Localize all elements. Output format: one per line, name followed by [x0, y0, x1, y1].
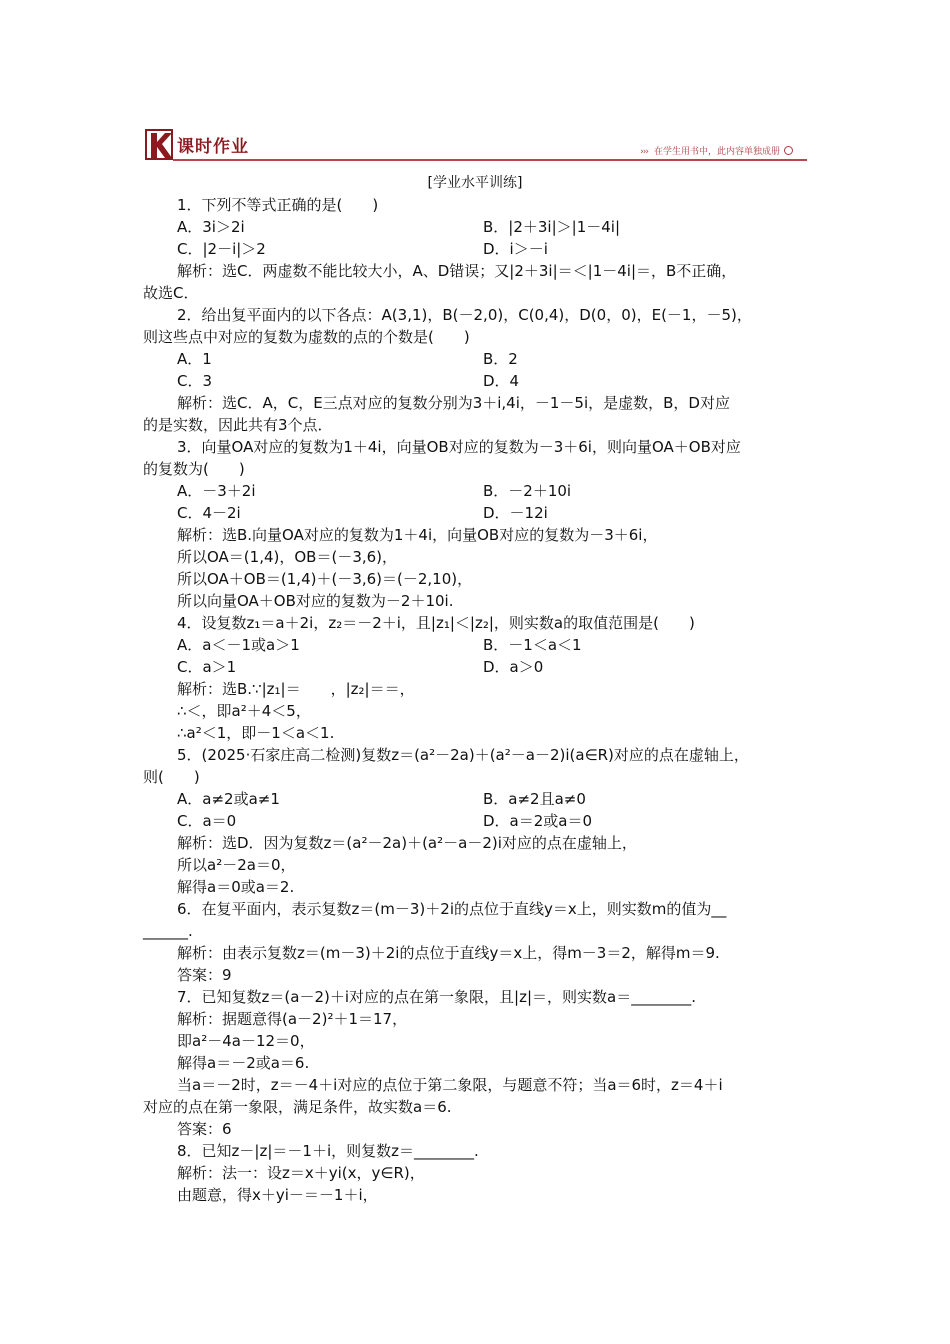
text-line: 所以向量OA＋OB对应的复数为－2＋10i.	[177, 592, 454, 610]
option-row	[143, 788, 807, 810]
option-left: A．－3＋2i	[177, 482, 256, 500]
text-line: 1．下列不等式正确的是( )	[177, 196, 379, 214]
text-line: 7．已知复数z＝(a－2)＋i对应的点在第一象限，且|z|＝，则实数a＝________.	[177, 988, 696, 1006]
option-right: B．2	[483, 350, 518, 368]
option-row	[143, 216, 807, 238]
text-line: 由题意，得x＋yi－＝－1＋i，	[177, 1186, 378, 1204]
text-line: 解析：选C．两虚数不能比较大小，A、D错误；又|2＋3i|＝＜|1－4i|＝，B不正确，	[177, 262, 737, 280]
text-line: 答案：9	[177, 966, 232, 984]
option-left: C．4－2i	[177, 504, 241, 522]
text-line: ∴＜，即a²＋4＜5，	[177, 702, 311, 720]
text-line: 5．(2025·石家庄高二检测)复数z＝(a²－2a)＋(a²－a－2)i(a∈R)对应的点在虚轴上，	[177, 746, 749, 764]
option-row	[143, 810, 807, 832]
option-left: A．a＜－1或a＞1	[177, 636, 300, 654]
option-left: A．3i＞2i	[177, 218, 245, 236]
text-line: 解析：选C．A，C，E三点对应的复数分别为3＋i,4i，－1－5i，是虚数，B，D对应	[177, 394, 730, 412]
option-right: D．－12i	[483, 504, 548, 522]
text-line: 解析：选D．因为复数z＝(a²－2a)＋(a²－a－2)i对应的点在虚轴上，	[177, 834, 637, 852]
text-line: 即a²－4a－12＝0，	[177, 1032, 315, 1050]
option-right: D．4	[483, 372, 520, 390]
option-left: C．3	[177, 372, 213, 390]
text-line: 答案：6	[177, 1120, 232, 1138]
document-body	[143, 172, 807, 1206]
text-line: 解析：由表示复数z＝(m－3)＋2i的点位于直线y＝x上，得m－3＝2，解得m＝9.	[177, 944, 720, 962]
option-row	[143, 502, 807, 524]
option-left: C．a＞1	[177, 658, 237, 676]
option-right: B．a≠2且a≠0	[483, 790, 586, 808]
option-left: C．a＝0	[177, 812, 237, 830]
text-line: 所以OA＝(1,4)，OB＝(－3,6)，	[177, 548, 398, 566]
section-title: [学业水平训练]	[427, 175, 523, 191]
exercise-lines	[143, 194, 807, 1206]
text-line: 解得a＝0或a＝2.	[177, 878, 295, 896]
text-line: 解得a＝－2或a＝6.	[177, 1054, 310, 1072]
header-rule	[173, 159, 807, 161]
text-line: ______.	[143, 922, 193, 940]
text-line: 解析：选B.∵|z₁|＝ ，|z₂|＝＝，	[177, 680, 415, 698]
option-row	[143, 348, 807, 370]
option-row	[143, 480, 807, 502]
text-line: 解析：法一：设z＝x＋yi(x，y∈R)，	[177, 1164, 425, 1182]
text-line: 故选C．	[143, 284, 199, 302]
option-right: D．a＞0	[483, 658, 544, 676]
k-logo-icon	[145, 129, 175, 161]
text-line: ∴a²＜1，即－1＜a＜1.	[177, 724, 335, 742]
header-note-text: 在学生用书中，此内容单独成册	[653, 147, 780, 157]
text-line: 6．在复平面内，表示复数z＝(m－3)＋2i的点位于直线y＝x上，则实数m的值为__	[177, 900, 727, 918]
option-right: D．i＞－i	[483, 240, 548, 258]
logo-title: 课时作业	[177, 137, 249, 157]
option-right: B．|2＋3i|＞|1－4i|	[483, 218, 621, 236]
option-right: B．－1＜a＜1	[483, 636, 582, 654]
text-line: 解析：据题意得(a－2)²＋1＝17，	[177, 1010, 408, 1028]
page-header	[143, 129, 807, 163]
text-line: 4．设复数z₁＝a＋2i，z₂＝－2＋i，且|z₁|＜|z₂|，则实数a的取值范围是( )	[177, 614, 695, 632]
text-line: 所以OA＋OB＝(1,4)＋(－3,6)＝(－2,10)，	[177, 570, 473, 588]
text-line: 8．已知z－|z|＝－1＋i，则复数z＝________.	[177, 1142, 479, 1160]
text-line: 2．给出复平面内的以下各点：A(3,1)，B(－2,0)，C(0,4)，D(0，0)，E(－1，－5)，	[177, 306, 752, 324]
option-row	[143, 238, 807, 260]
text-line: 解析：选B.向量OA对应的复数为1＋4i，向量OB对应的复数为－3＋6i，	[177, 526, 658, 544]
homework-logo	[143, 129, 273, 163]
text-line: 则这些点中对应的复数为虚数的点的个数是( )	[143, 328, 470, 346]
option-row	[143, 634, 807, 656]
option-right: B．－2＋10i	[483, 482, 572, 500]
text-line: 对应的点在第一象限，满足条件，故实数a＝6.	[143, 1098, 452, 1116]
text-line: 的是实数，因此共有3个点．	[143, 416, 333, 434]
header-note	[640, 144, 793, 157]
option-left: C．|2－i|＞2	[177, 240, 266, 258]
text-line: 所以a²－2a＝0，	[177, 856, 296, 874]
circle-icon	[784, 146, 793, 155]
option-right: D．a＝2或a＝0	[483, 812, 593, 830]
option-left: A．a≠2或a≠1	[177, 790, 280, 808]
option-row	[143, 370, 807, 392]
option-row	[143, 656, 807, 678]
text-line: 当a＝－2时，z＝－4＋i对应的点位于第二象限，与题意不符；当a＝6时，z＝4＋i	[177, 1076, 723, 1094]
text-line: 则( )	[143, 768, 200, 786]
text-line: 的复数为( )	[143, 460, 245, 478]
text-line: 3．向量OA对应的复数为1＋4i，向量OB对应的复数为－3＋6i，则向量OA＋OB对应	[177, 438, 741, 456]
option-left: A．1	[177, 350, 212, 368]
arrows-icon: ›››	[640, 147, 648, 157]
